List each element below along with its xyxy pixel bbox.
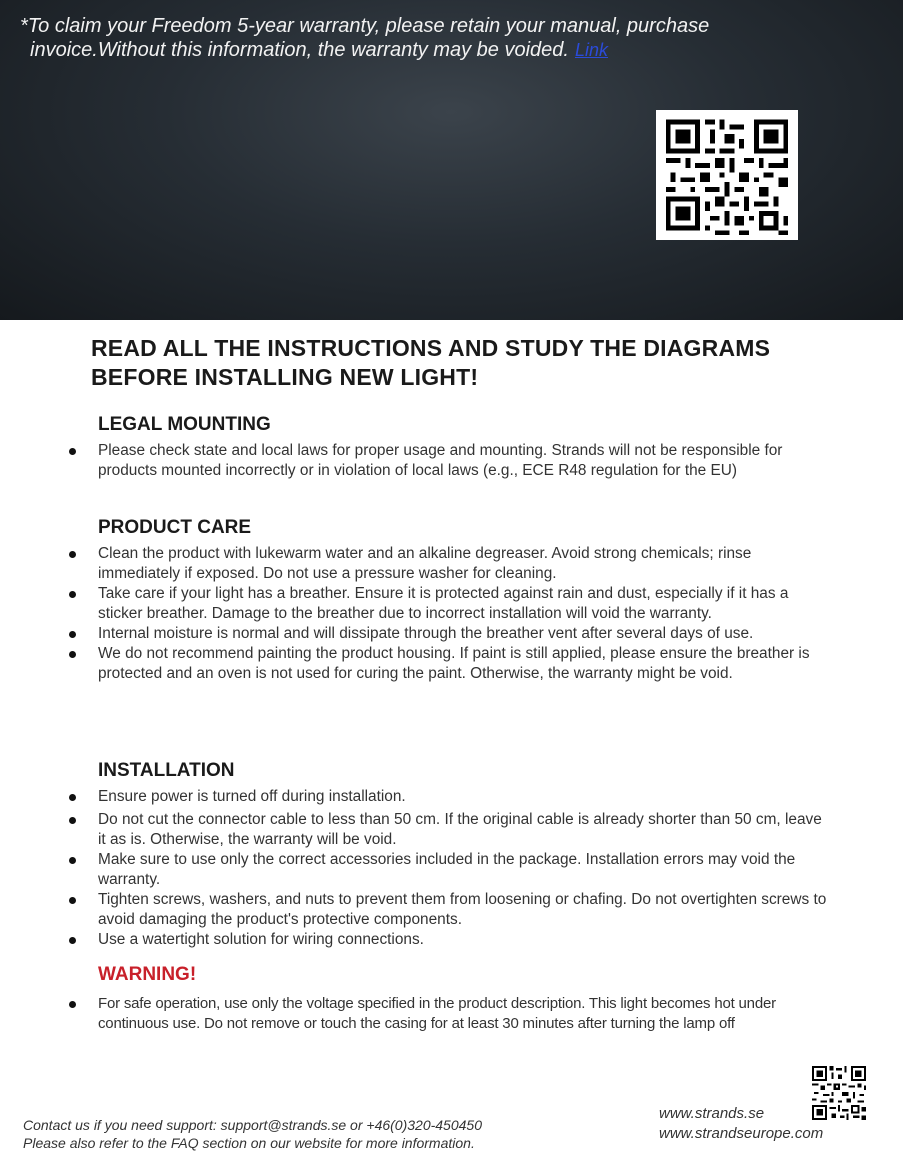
list-item: Ensure power is turned off during installation. [0, 787, 833, 807]
list-item: Please check state and local laws for proper usage and mounting. Strands will not be responsible for products mounted incorrectly or in violation of local laws (e.g., ECE R48 regulation for the EU) [0, 441, 833, 481]
qr-code-icon[interactable] [656, 110, 798, 240]
bullet-list [0, 994, 903, 1034]
list-item: Make sure to use only the correct accessories included in the package. Installation errors may void the warranty. [0, 850, 833, 890]
bullet-list [0, 441, 903, 481]
section-title: PRODUCT CARE [98, 517, 252, 538]
bullet-list [0, 544, 903, 684]
legal-mounting-section [0, 413, 903, 481]
headline-line-2: BEFORE INSTALLING NEW LIGHT! [91, 364, 479, 390]
contact-line-2: Please also refer to the FAQ section on our website for more information. [23, 1135, 475, 1151]
section-title: LEGAL MOUNTING [98, 414, 271, 435]
hero-banner [0, 0, 903, 320]
page-headline [91, 334, 851, 392]
website-links [659, 1104, 889, 1144]
contact-line-1: Contact us if you need support: support@strands.se or +46(0)320-450450 [23, 1117, 482, 1133]
warranty-line-1: *To claim your Freedom 5-year warranty, please retain your manual, purchase [20, 15, 710, 37]
warning-section [0, 963, 903, 1034]
list-item: Do not cut the connector cable to less than 50 cm. If the original cable is already shorter than 50 cm, leave it as is. Otherwise, the warranty will be void. [0, 810, 833, 850]
headline-line-1: READ ALL THE INSTRUCTIONS AND STUDY THE DIAGRAMS [91, 335, 771, 361]
list-item: Tighten screws, washers, and nuts to prevent them from loosening or chafing. Do not overtighten screws to avoid damaging the product's protective components. [0, 890, 833, 930]
support-contact [23, 1116, 623, 1152]
list-item: For safe operation, use only the voltage specified in the product description. This light becomes hot under continuous use. Do not remove or touch the casing for at least 30 minutes after turning the lamp off [0, 994, 833, 1034]
warranty-notice [20, 14, 780, 62]
list-item: Internal moisture is normal and will dissipate through the breather vent after several days of use. [0, 624, 833, 644]
list-item: Take care if your light has a breather. Ensure it is protected against rain and dust, especially if it has a sticker breather. Damage to the breather due to incorrect installation will void the warranty. [0, 584, 833, 624]
list-item: Use a watertight solution for wiring connections. [0, 930, 833, 950]
warranty-link[interactable]: Link [574, 40, 608, 60]
warning-title: WARNING! [98, 964, 197, 985]
list-item: Clean the product with lukewarm water and an alkaline degreaser. Avoid strong chemicals; rinse immediately if exposed. Do not use a pressure washer for cleaning. [0, 544, 833, 584]
website-link-2[interactable]: www.strandseurope.com [659, 1125, 824, 1142]
warranty-line-2-wrap [20, 38, 780, 62]
warranty-line-2: invoice.Without this information, the warranty may be voided. [30, 39, 569, 61]
website-link-1[interactable]: www.strands.se [659, 1105, 765, 1122]
product-care-section [0, 516, 903, 684]
bullet-list [0, 787, 903, 950]
section-title: INSTALLATION [98, 760, 235, 781]
list-item: We do not recommend painting the product housing. If paint is still applied, please ensure the breather is protected and an oven is not used for curing the paint. Otherwise, the warranty might be void. [0, 644, 833, 684]
installation-section [0, 759, 903, 950]
